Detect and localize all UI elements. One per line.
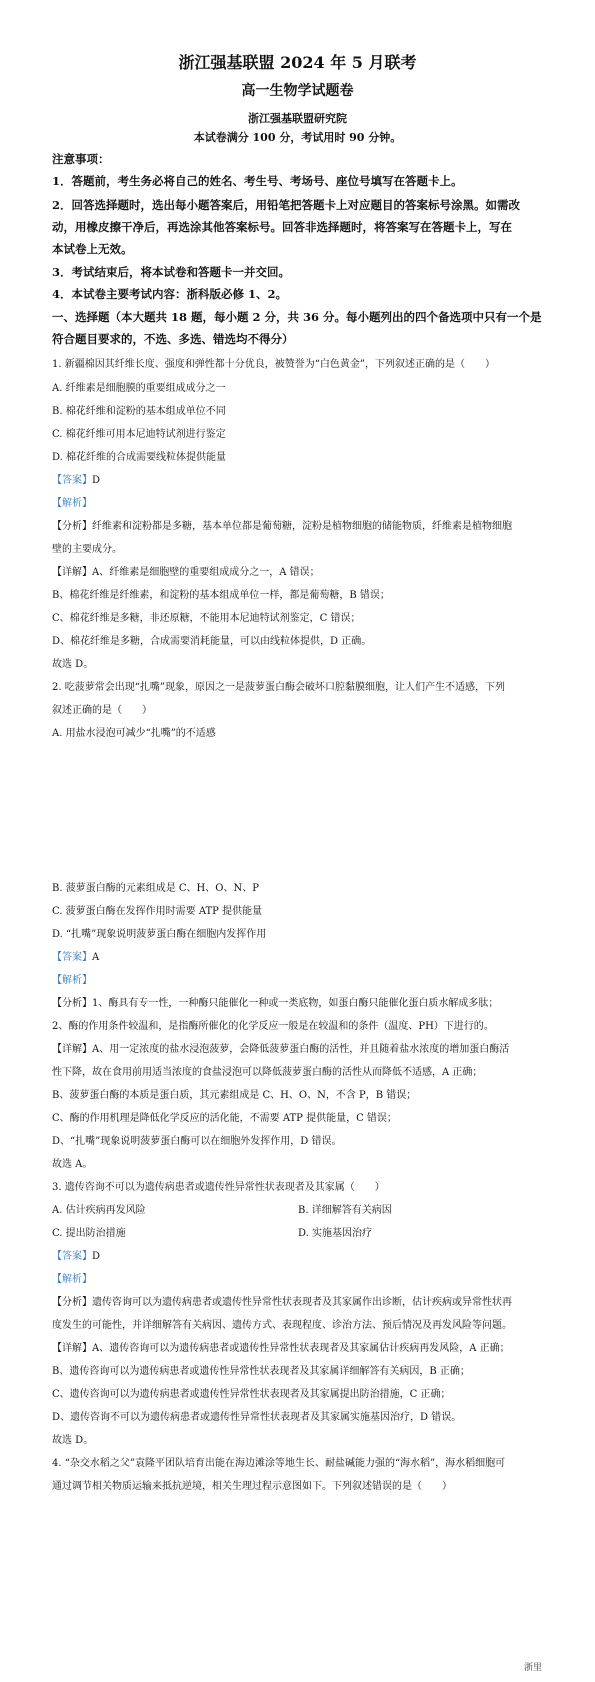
exam-subtitle: 高一生物学试题卷: [241, 83, 354, 99]
q2-answer: [52, 948, 99, 963]
q2-xiangjie-d: D、“扎嘴”现象说明菠萝蛋白酶可以在细胞外发挥作用，D 错误。: [52, 1136, 342, 1147]
q1-analysis-label: 【解析】: [52, 498, 92, 509]
q1-conclusion: 故选 D。: [52, 659, 94, 670]
xiangjie-text: A、纤维素是细胞壁的重要组成成分之一，A 错误；: [92, 567, 320, 578]
answer-value: A: [92, 952, 100, 963]
q1-xiangjie-c: C、棉花纤维是多糖，非还原糖，不能用本尼迪特试剂鉴定，C 错误；: [52, 613, 361, 624]
q2-option-d: D. “扎嘴”现象说明菠萝蛋白酶在细胞内发挥作用: [52, 929, 267, 940]
answer-value: D: [92, 475, 101, 486]
fenxi-text: 纤维素和淀粉都是多糖，基本单位都是葡萄糖，淀粉是植物细胞的储能物质，纤维素是植物细胞: [92, 521, 512, 532]
q2-fenxi-line-1: [52, 994, 498, 1009]
q3-xiangjie-a: [52, 1339, 510, 1354]
q4-stem-line-1: 4. “杂交水稻之父”袁隆平团队培育出能在海边滩涂等地生长、耐盐碱能力强的“海水稻”，海水稻细胞可: [52, 1458, 506, 1469]
q3-xiangjie-b: B、遗传咨询可以为遗传病患者或遗传性异常性状表现者及其家属详细解答有关病因，B 正确；: [52, 1366, 470, 1377]
xiangjie-label: 【详解】: [52, 567, 92, 578]
section-heading-line-1: 一、选择题（本大题共 18 题，每小题 2 分，共 36 分。每小题列出的四个备选项中只有一个是: [52, 310, 542, 324]
xiangjie-text: A、用一定浓度的盐水浸泡菠萝，会降低菠萝蛋白酶的活性，并且随着盐水浓度的增加蛋白酶活: [92, 1044, 510, 1055]
q2-fenxi-line-2: 2、酶的作用条件较温和，是指酶所催化的化学反应一般是在较温和的条件（温度、PH）下进行的。: [52, 1021, 494, 1032]
exam-title: 浙江强基联盟 2024 年 5 月联考: [178, 53, 417, 72]
exam-score-info: 本试卷满分 100 分，考试用时 90 分钟。: [193, 131, 402, 144]
q2-analysis-label: 【解析】: [52, 975, 92, 986]
footer-mark: 浙里: [524, 1663, 543, 1673]
q2-stem-line-1: 2. 吃菠萝常会出现“扎嘴”现象，原因之一是菠萝蛋白酶会破坏口腔黏膜细胞，让人们产生不适感，下列: [52, 682, 505, 693]
q3-option-b: B. 详细解答有关病因: [298, 1205, 392, 1216]
q3-option-a: A. 估计疾病再发风险: [52, 1205, 146, 1216]
q3-option-d: D. 实施基因治疗: [298, 1228, 373, 1239]
xiangjie-label: 【详解】: [52, 1343, 92, 1354]
notice-item-4: 4．本试卷主要考试内容：浙科版必修 1、2。: [52, 287, 288, 301]
notice-item-2-line-2: 动，用橡皮擦干净后，再选涂其他答案标号。回答非选择题时，将答案写在答题卡上，写在: [52, 220, 512, 234]
q1-answer: [52, 471, 100, 486]
q2-option-a: A. 用盐水浸泡可减少“扎嘴”的不适感: [52, 728, 216, 739]
fenxi-label: 【分析】: [52, 521, 92, 532]
notice-item-3: 3．考试结束后，将本试卷和答题卡一并交回。: [52, 265, 290, 279]
exam-org: 浙江强基联盟研究院: [248, 112, 347, 125]
fenxi-text: 1、酶具有专一性，一种酶只能催化一种或一类底物，如蛋白酶只能催化蛋白质水解成多肽；: [92, 998, 499, 1009]
q3-analysis-label: 【解析】: [52, 1274, 92, 1285]
q1-option-a: A. 纤维素是细胞膜的重要组成成分之一: [52, 383, 226, 394]
answer-label: 【答案】: [52, 475, 92, 486]
q2-xiangjie-a-line-1: [52, 1040, 509, 1055]
q3-fenxi-line-1: [52, 1293, 512, 1308]
q3-fenxi-line-2: 度发生的可能性，并详细解答有关病因、遗传方式、表现程度、诊治方法、预后情况及再发风险等问题。: [52, 1320, 512, 1331]
q2-xiangjie-b: B、菠萝蛋白酶的本质是蛋白质，其元素组成是 C、H、O、N，不含 P，B 错误；: [52, 1090, 417, 1101]
q1-stem: 1. 新疆棉因其纤维长度、强度和弹性都十分优良，被赞誉为“白色黄金”，下列叙述正确的是（ ）: [52, 359, 495, 370]
fenxi-label: 【分析】: [52, 998, 92, 1009]
q2-option-b: B. 菠萝蛋白酶的元素组成是 C、H、O、N、P: [52, 883, 259, 894]
q3-answer: [52, 1247, 100, 1262]
q1-xiangjie-b: B、棉花纤维是纤维素，和淀粉的基本组成单位一样，都是葡萄糖，B 错误；: [52, 590, 390, 601]
answer-value: D: [92, 1251, 101, 1262]
q3-conclusion: 故选 D。: [52, 1435, 94, 1446]
notice-heading: 注意事项：: [52, 152, 110, 166]
q1-option-d: D. 棉花纤维的合成需要线粒体提供能量: [52, 452, 227, 463]
section-heading-line-2: 符合题目要求的，不选、多选、错选均不得分）: [52, 332, 294, 346]
q2-xiangjie-c: C、酶的作用机理是降低化学反应的活化能，不需要 ATP 提供能量，C 错误；: [52, 1113, 397, 1124]
xiangjie-text: A、遗传咨询可以为遗传病患者或遗传性异常性状表现者及其家属估计疾病再发风险，A 正确；: [92, 1343, 510, 1354]
q1-option-b: B. 棉花纤维和淀粉的基本组成单位不同: [52, 406, 226, 417]
q1-option-c: C. 棉花纤维可用本尼迪特试剂进行鉴定: [52, 429, 226, 440]
q3-option-c: C. 提出防治措施: [52, 1228, 126, 1239]
notice-item-1: 1．答题前，考生务必将自己的姓名、考生号、考场号、座位号填写在答题卡上。: [52, 174, 463, 188]
q2-conclusion: 故选 A。: [52, 1159, 93, 1170]
xiangjie-label: 【详解】: [52, 1044, 92, 1055]
q3-xiangjie-c: C、遗传咨询可以为遗传病患者或遗传性异常性状表现者及其家属提出防治措施，C 正确；: [52, 1389, 451, 1400]
q3-stem: 3. 遗传咨询不可以为遗传病患者或遗传性异常性状表现者及其家属（ ）: [52, 1182, 385, 1193]
q1-xiangjie-a: [52, 563, 320, 578]
q2-option-c: C. 菠萝蛋白酶在发挥作用时需要 ATP 提供能量: [52, 906, 263, 917]
q1-fenxi-line-1: [52, 517, 512, 532]
blank-space: [52, 745, 542, 875]
answer-label: 【答案】: [52, 952, 92, 963]
fenxi-text: 遗传咨询可以为遗传病患者或遗传性异常性状表现者及其家属作出诊断，估计疾病或异常性状再: [92, 1297, 512, 1308]
q4-stem-line-2: 通过调节相关物质运输来抵抗逆境，相关生理过程示意图如下。下列叙述错误的是（ ）: [52, 1481, 452, 1492]
q2-stem-line-2: 叙述正确的是（ ）: [52, 705, 152, 716]
notice-item-2-line-1: 2．回答选择题时，选出每小题答案后，用铅笔把答题卡上对应题目的答案标号涂黑。如需改: [52, 198, 520, 212]
q2-xiangjie-a-line-2: 性下降，故在食用前用适当浓度的食盐浸泡可以降低菠萝蛋白酶的活性从而降低不适感，A 正确；: [52, 1067, 483, 1078]
q1-fenxi-line-2: 壁的主要成分。: [52, 544, 122, 555]
answer-label: 【答案】: [52, 1251, 92, 1262]
notice-item-2-line-3: 本试卷上无效。: [52, 242, 133, 256]
q3-xiangjie-d: D、遗传咨询不可以为遗传病患者或遗传性异常性状表现者及其家属实施基因治疗，D 错误。: [52, 1412, 462, 1423]
fenxi-label: 【分析】: [52, 1297, 92, 1308]
q1-xiangjie-d: D、棉花纤维是多糖，合成需要消耗能量，可以由线粒体提供，D 正确。: [52, 636, 372, 647]
